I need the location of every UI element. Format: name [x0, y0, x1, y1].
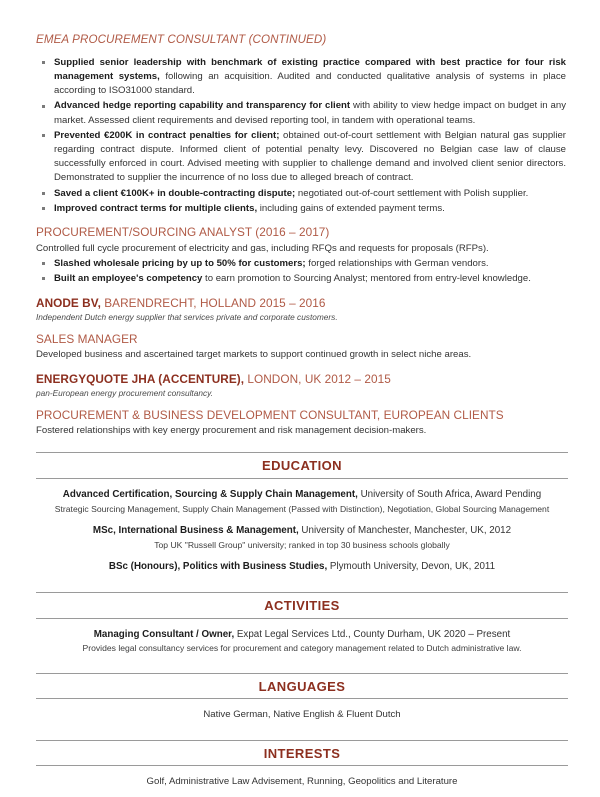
education-degree: Advanced Certification, Sourcing & Supply Chain Management, [62, 488, 358, 500]
company-heading-energyquote [36, 372, 568, 387]
job-title-sourcing-analyst: PROCUREMENT/SOURCING ANALYST (2016 – 2017) [36, 224, 330, 239]
education-institution: Plymouth University, Devon, UK, 2011 [327, 561, 496, 573]
company-location-dates: LONDON, UK 2012 – 2015 [244, 372, 391, 387]
bullet-rest-text: with ability to view hedge impact on budget in any market. Assessed client requirements and devised reporting tool, in tandem with operational teams. [54, 100, 566, 126]
education-institution: University of South Africa, Award Pending [357, 488, 542, 500]
activity-entry [36, 628, 568, 655]
bullet-rest-text: forged relationships with German vendors. [305, 257, 489, 269]
company-description-energyquote: pan-European energy procurement consultancy. [36, 387, 213, 398]
education-entry-detail: Strategic Sourcing Management, Supply Chain Management (Passed with Distinction), Negotiation, Global Sourcing Management [54, 503, 550, 514]
education-entry-main [36, 524, 568, 538]
interests-text: Golf, Administrative Law Advisement, Running, Geopolitics and Literature [146, 776, 458, 788]
education-entry [36, 488, 568, 515]
education-entry [36, 560, 568, 574]
company-location-dates: BARENDRECHT, HOLLAND 2015 – 2016 [100, 295, 326, 310]
bullet-rest-text: to earn promotion to Sourcing Analyst; mentored from entry-level knowledge. [202, 272, 531, 284]
bullet-bold-text: Prevented €200K in contract penalties for client; [54, 129, 280, 141]
bullet-rest-text: negotiated out-of-court settlement with Polish supplier. [295, 187, 529, 199]
bullet-rest-text: following an acquisition. Audited and conducted qualitative analysis of systems in place according to ISO31000 standard. [54, 71, 566, 97]
education-degree: BSc (Honours), Politics with Business Studies, [108, 561, 328, 573]
job-summary-sales-manager: Developed business and ascertained target markets to support continued growth in select niche areas. [36, 349, 472, 361]
section-activities [36, 592, 568, 663]
company-heading-anode [36, 296, 568, 311]
job-title-procurement-bizdev: PROCUREMENT & BUSINESS DEVELOPMENT CONSULTANT, EUROPEAN CLIENTS [36, 407, 504, 422]
education-entry-detail: Top UK "Russell Group" university; ranked in top 30 business schools globally [154, 539, 450, 550]
interests-body [36, 766, 568, 796]
company-description-anode: Independent Dutch energy supplier that services private and corporate customers. [36, 311, 338, 322]
bullet-item [36, 257, 568, 271]
bullet-bold-text: Built an employee's competency [54, 272, 203, 284]
section-languages [36, 673, 568, 730]
bullet-bold-text: Advanced hedge reporting capability and transparency for client [54, 100, 351, 112]
languages-text: Native German, Native English & Fluent Dutch [203, 709, 401, 721]
bullet-item [36, 56, 568, 99]
bullet-bold-text: Slashed wholesale pricing by up to 50% for customers; [54, 257, 306, 269]
bullet-item [36, 272, 568, 286]
section-heading-activities: ACTIVITIES [264, 597, 340, 613]
section-interests [36, 740, 568, 797]
activity-organization: Expat Legal Services Ltd., County Durham, UK 2020 – Present [234, 628, 511, 640]
education-entry-main [36, 488, 568, 502]
section-heading-interests: INTERESTS [263, 745, 341, 761]
activities-entries [36, 619, 568, 663]
company-name: ENERGYQUOTE JHA (ACCENTURE), [36, 372, 245, 387]
education-institution: University of Manchester, Manchester, UK, 2012 [298, 525, 512, 537]
job-summary-sourcing-analyst: Controlled full cycle procurement of electricity and gas, including RFQs and requests for proposals (RFPs). [36, 242, 489, 254]
job-summary-procurement-bizdev: Fostered relationships with key energy procurement and risk management decision-makers. [36, 425, 427, 437]
activity-entry-main [36, 628, 568, 642]
bullet-list-emea [36, 56, 568, 216]
company-name: ANODE BV, [36, 295, 101, 310]
job-title-sales-manager: SALES MANAGER [36, 331, 138, 346]
activity-entry-detail: Provides legal consultancy services for procurement and category management related to Dutch administrative law. [82, 643, 522, 654]
bullet-list-sourcing-analyst [36, 257, 568, 286]
section-education [36, 452, 568, 582]
section-heading-education: EDUCATION [262, 458, 342, 474]
bullet-item [36, 99, 568, 127]
bullet-rest-text: including gains of extended payment terms. [257, 202, 445, 214]
education-entries [36, 479, 568, 582]
education-degree: MSc, International Business & Management, [92, 525, 299, 537]
education-entry [36, 524, 568, 551]
education-entry-main [36, 560, 568, 574]
job-title-emea-continued: EMEA PROCUREMENT CONSULTANT (CONTINUED) [36, 33, 327, 46]
bullet-bold-text: Saved a client €100K+ in double-contracting dispute; [54, 187, 296, 199]
section-heading-languages: LANGUAGES [258, 678, 346, 694]
bullet-item [36, 187, 568, 201]
activity-role: Managing Consultant / Owner, [93, 628, 235, 640]
bullet-bold-text: Improved contract terms for multiple clients, [54, 202, 258, 214]
bullet-item [36, 129, 568, 186]
bullet-rest-text: obtained out-of-court settlement with Belgian natural gas supplier regarding contract dispute. Informed client of potential penalty levy. Discovered no Belgian case law of clause successfully enforced in court. Advised meeting with supplier to challenge demand and involved client senior directors. Demonstrated to supplier the incurrence of no loss due to alleged breach of contract. [54, 129, 566, 184]
languages-body [36, 699, 568, 729]
bullet-bold-text: Supplied senior leadership with benchmark of existing practice compared with best practice for four risk management systems, [54, 56, 566, 83]
bullet-item [36, 202, 568, 216]
